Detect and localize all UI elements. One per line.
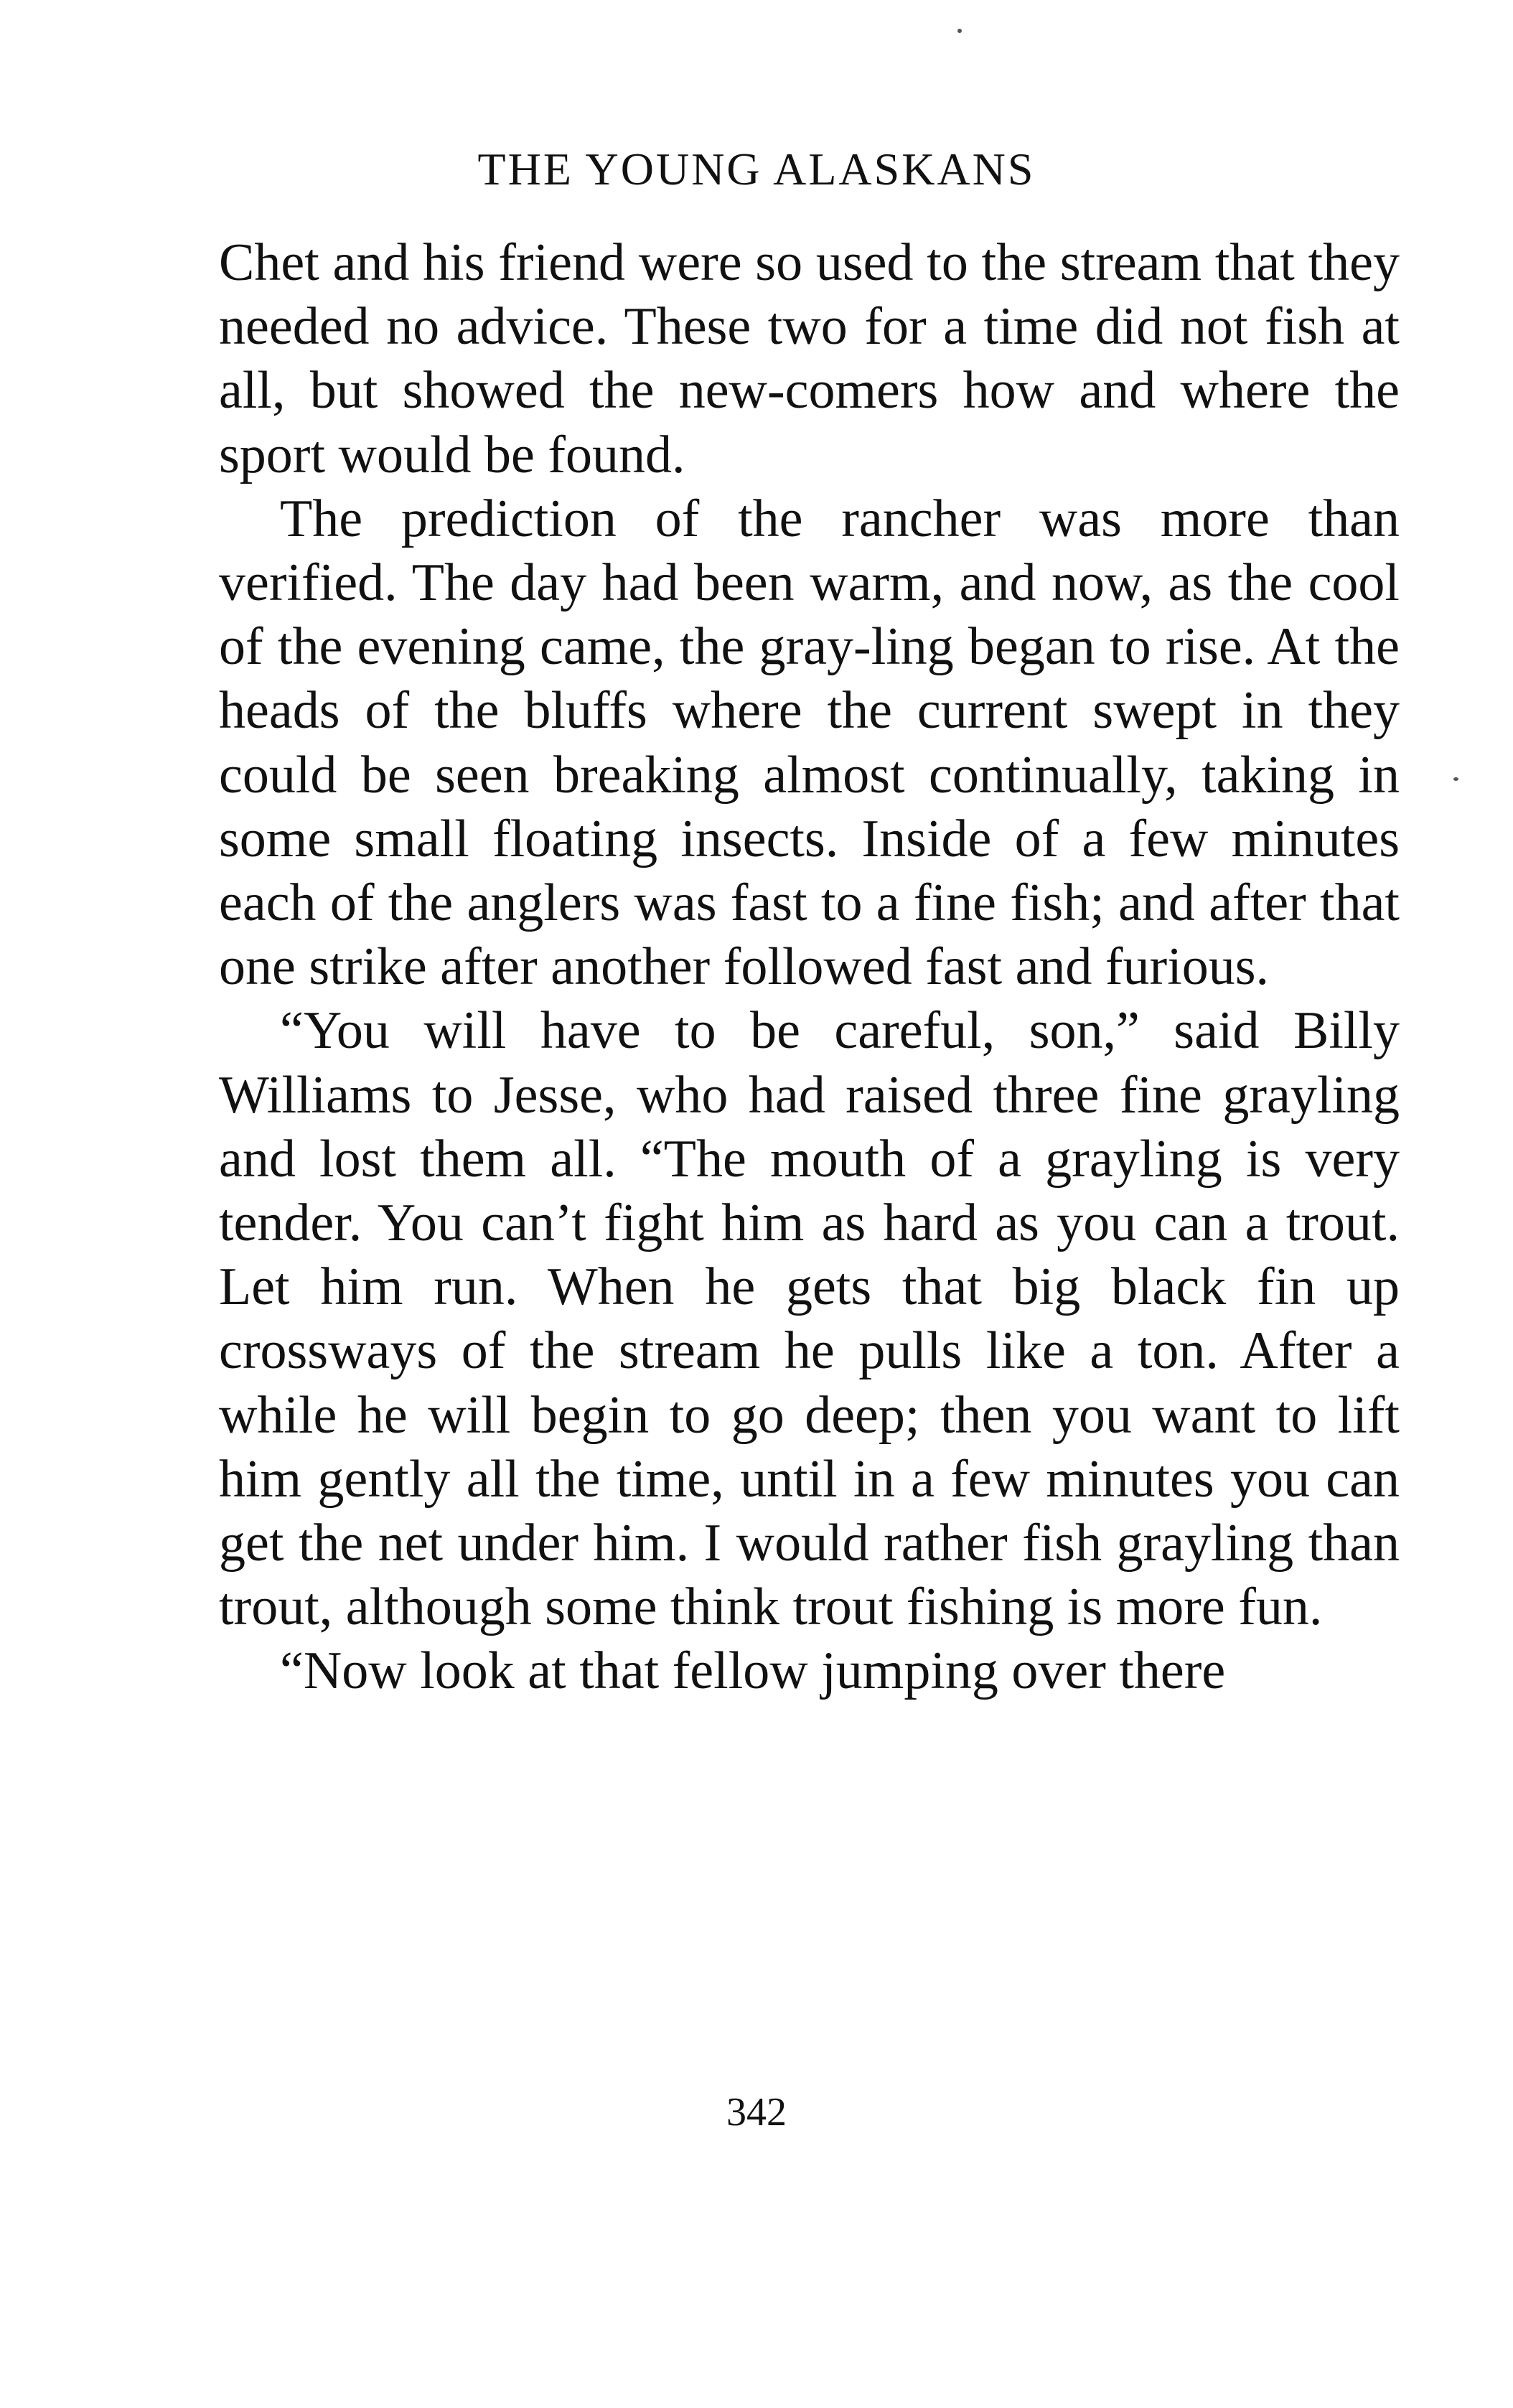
- body-text: [219, 231, 1400, 1704]
- ink-speck: [957, 29, 962, 33]
- paragraph: “Now look at that fellow jumping over there: [280, 1641, 1226, 1701]
- page-number: 342: [726, 2090, 787, 2135]
- paragraph: “You will have to be careful, son,” said Billy Williams to Jesse, who had raised three fine grayling and lost them all. “The mouth of a grayling is very tender. You can’t fight him as hard as you can a trout. Let him run. When he gets that big black fin up crossways of the stream he pulls like a ton. After a while he will begin to go deep; then you want to lift him gently all the time, until in a few minutes you can get the net under him. I would rather fish grayling than trout, although some think trout fishing is more fun.: [219, 1001, 1400, 1637]
- paragraph: Chet and his friend were so used to the stream that they needed no advice. These two for a time did not fish at all, but showed the new-comers how and where the sport would be found.: [219, 233, 1400, 484]
- running-head: THE YOUNG ALASKANS: [477, 144, 1036, 195]
- ink-speck: [1453, 777, 1458, 781]
- paragraph: The prediction of the rancher was more than verified. The day had been warm, and now, as the cool of the evening came, the gray-ling began to rise. At the heads of the bluffs where the current swept in they could be seen breaking almost continually, taking in some small floating insects. Inside of a few minutes each of the anglers was fast to a fine fish; and after that one strike after another followed fast and furious.: [219, 489, 1400, 997]
